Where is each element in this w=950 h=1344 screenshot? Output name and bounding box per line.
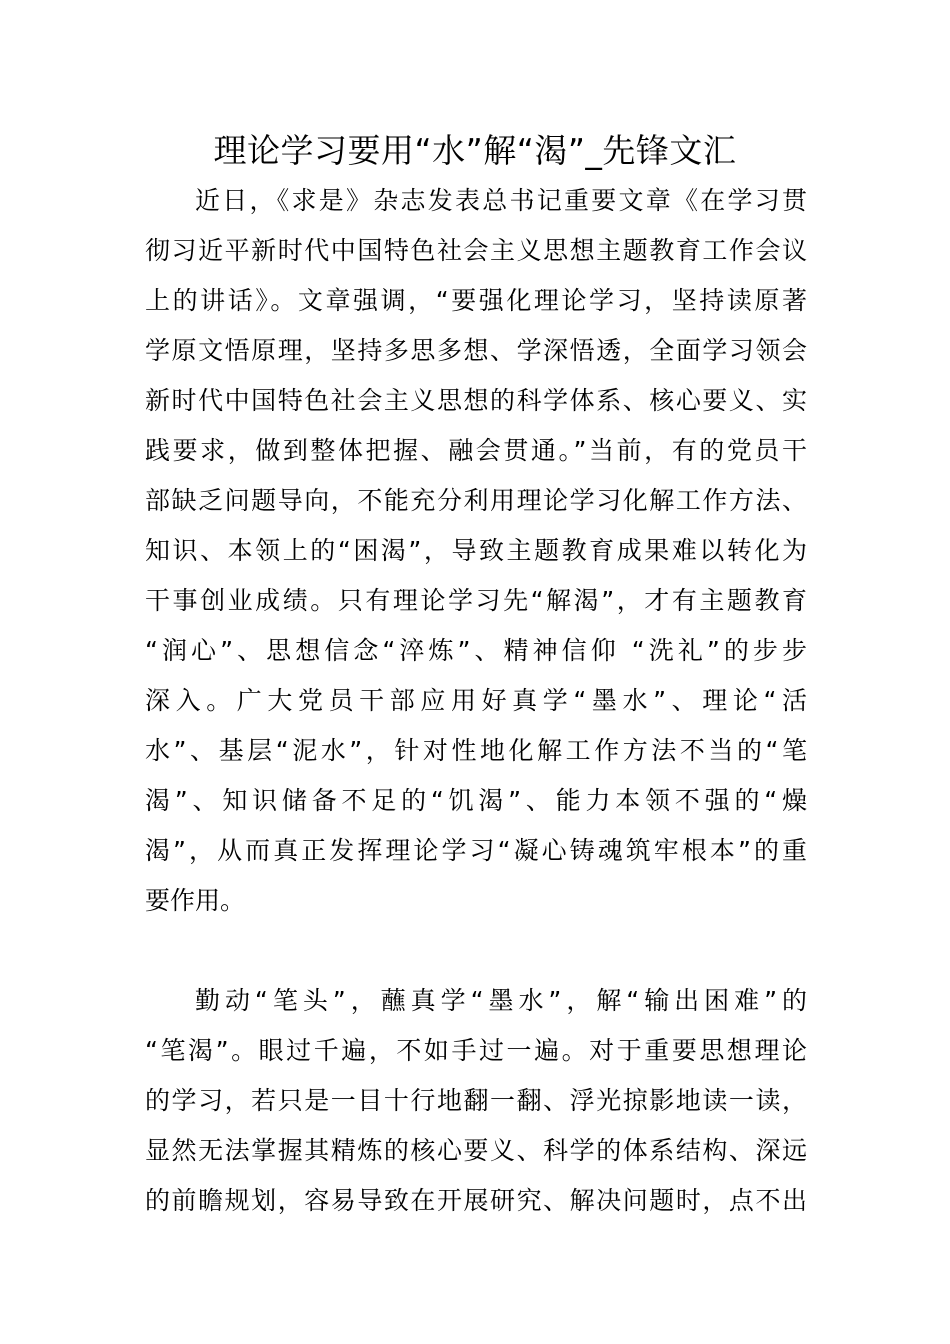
text-line: 干事创业成绩。只有理论学习先“解渴”，才有主题教育 (145, 586, 807, 615)
text-line: 渴”、知识储备不足的“饥渴”、能力本领不强的“燥 (145, 786, 807, 815)
text-line: 水”、基层“泥水”，针对性地化解工作方法不当的“笔 (145, 736, 807, 765)
paragraph-2 (145, 976, 807, 1226)
text-line: 践要求，做到整体把握、融会贯通。”当前，有的党员干 (145, 436, 807, 465)
text-line: 显然无法掌握其精炼的核心要义、科学的体系结构、深远 (145, 1136, 807, 1165)
text-line: 彻习近平新时代中国特色社会主义思想主题教育工作会议 (145, 236, 807, 265)
text-line: 的学习，若只是一目十行地翻一翻、浮光掠影地读一读， (145, 1086, 807, 1115)
paragraph-1 (145, 176, 807, 926)
text-line: 部缺乏问题导向，不能充分利用理论学习化解工作方法、 (145, 486, 807, 515)
document-title: 理论学习要用“水”解“渴”_先锋文汇 (213, 131, 737, 170)
text-line: 深入。广大党员干部应用好真学“墨水”、理论“活 (145, 686, 807, 715)
text-line: 新时代中国特色社会主义思想的科学体系、核心要义、实 (145, 386, 807, 415)
text-line: 要作用。 (145, 886, 246, 915)
paragraph-spacer (145, 926, 807, 976)
text-line: 学原文悟原理，坚持多思多想、学深悟透，全面学习领会 (145, 336, 807, 365)
text-line: 勤动“笔头”，蘸真学“墨水”，解“输出困难”的 (195, 986, 807, 1015)
text-line: 近日，《求是》杂志发表总书记重要文章《在学习贯 (195, 186, 807, 215)
document-body (145, 176, 807, 1226)
text-line: 上的讲话》。文章强调，“要强化理论学习，坚持读原著 (145, 286, 807, 315)
text-line: 的前瞻规划，容易导致在开展研究、解决问题时，点不出 (145, 1186, 807, 1215)
text-line: 渴”，从而真正发挥理论学习“凝心铸魂筑牢根本”的重 (145, 836, 807, 865)
text-line: “笔渴”。眼过千遍，不如手过一遍。对于重要思想理论 (145, 1036, 807, 1065)
text-line: “润心”、思想信念“淬炼”、精神信仰 “洗礼”的步步 (145, 636, 807, 665)
text-line: 知识、本领上的“困渴”，导致主题教育成果难以转化为 (145, 536, 807, 565)
